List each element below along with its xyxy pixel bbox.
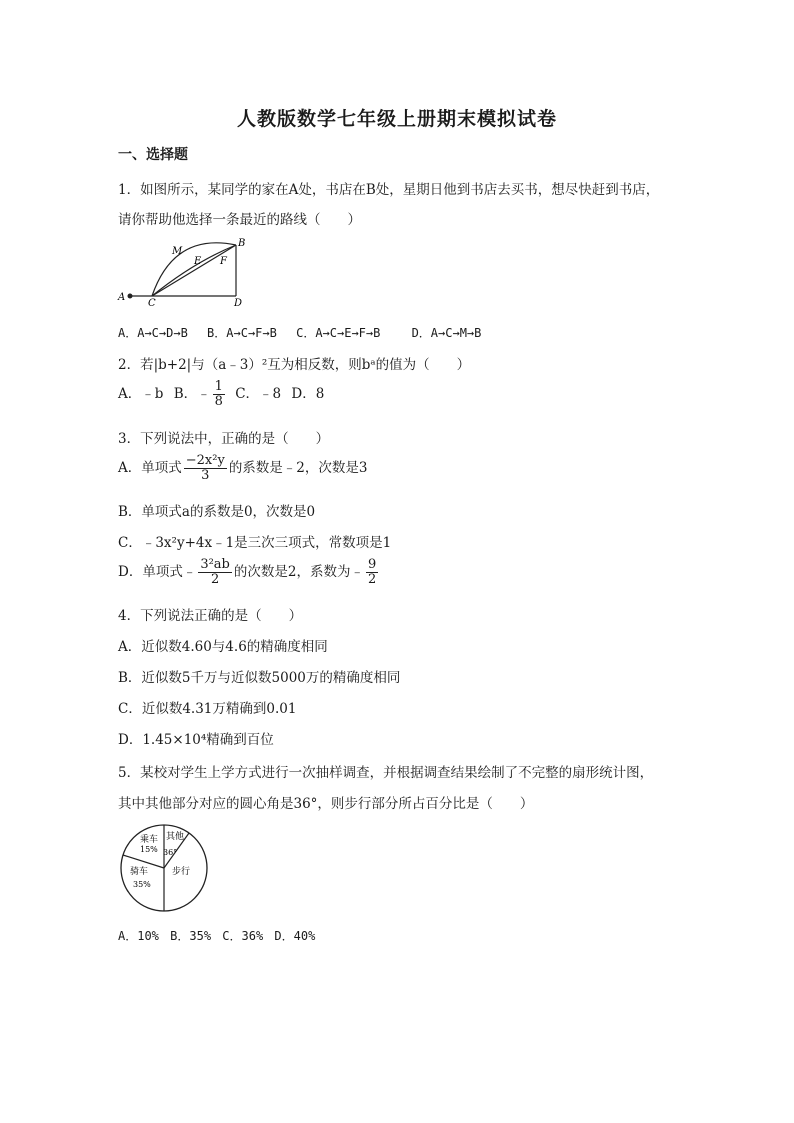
q4-stem: 4．下列说法正确的是（ ） xyxy=(118,608,303,624)
q1-option-b[interactable]: B．A→C→F→B xyxy=(207,326,277,340)
label-b: B xyxy=(238,238,246,249)
q2-option-c[interactable]: C．﹣8 xyxy=(235,386,282,402)
pie-value-other: 36° xyxy=(163,848,178,857)
label-f: F xyxy=(220,256,227,267)
q3-option-c[interactable]: C．﹣3x²y+4x﹣1是三次三项式，常数项是1 xyxy=(118,535,392,551)
q2-option-b[interactable]: B．﹣ $\frac{1}{8}$ xyxy=(173,379,223,409)
q1-option-c[interactable]: C．A→C→E→F→B xyxy=(296,326,381,340)
section-heading: 一、选择题 xyxy=(118,147,188,163)
q1-options xyxy=(118,324,481,341)
q1-stem-line2: 请你帮助他选择一条最近的路线（ ） xyxy=(118,212,361,228)
q3-option-b[interactable]: B．单项式a的系数是0，次数是0 xyxy=(118,504,316,520)
q3-stem: 3．下列说法中，正确的是（ ） xyxy=(118,431,330,447)
q1-option-a[interactable]: A．A→C→D→B xyxy=(118,326,188,340)
q5-stem-line1: 5．某校对学生上学方式进行一次抽样调查，并根据调查结果绘制了不完整的扇形统计图， xyxy=(118,765,654,781)
q2-options xyxy=(118,380,324,409)
q4-option-a[interactable]: A．近似数4.60与4.6的精确度相同 xyxy=(118,639,328,655)
pie-label-walk: 步行 xyxy=(172,867,191,877)
q4-option-d[interactable]: D．1.45×10⁴精确到百位 xyxy=(118,732,274,748)
q3-option-a[interactable]: A．单项式 $\frac{\text{−2x²y}}{3}$ 的系数是﹣2，次数是3 xyxy=(118,453,368,483)
label-a: A xyxy=(118,292,126,303)
label-c: C xyxy=(148,298,156,308)
label-m: M xyxy=(172,246,183,257)
pie-value-bike: 35% xyxy=(133,880,151,889)
q5-stem-line2: 其中其他部分对应的圆心角是36°，则步行部分所占百分比是（ ） xyxy=(118,796,534,812)
pie-label-bus: 乘车 xyxy=(140,835,159,845)
label-d: D xyxy=(234,298,243,308)
q5-option-c[interactable]: C．36% xyxy=(222,929,264,943)
q2-option-a[interactable]: A．﹣b xyxy=(118,386,164,402)
q4-option-c[interactable]: C．近似数4.31万精确到0.01 xyxy=(118,701,297,717)
q3-option-d[interactable]: D．单项式﹣ $\frac{\text{3²ab}}{2}$ 的次数是2，系数为﹣ $\frac{9}{2}$ xyxy=(118,557,377,587)
pie-label-other: 其他 xyxy=(166,832,185,842)
q5-options xyxy=(118,927,315,944)
q2-option-d[interactable]: D．8 xyxy=(291,386,325,402)
point-a xyxy=(128,294,133,299)
q4-option-b[interactable]: B．近似数5千万与近似数5000万的精确度相同 xyxy=(118,670,401,686)
q5-pie-chart xyxy=(118,822,210,914)
q5-option-b[interactable]: B．35% xyxy=(170,929,212,943)
q5-option-a[interactable]: A．10% xyxy=(118,929,159,943)
q1-route-figure xyxy=(114,236,264,308)
label-e: E xyxy=(194,256,202,267)
q2-stem: 2．若|b+2|与（a﹣3）²互为相反数，则bᵃ的值为（ ） xyxy=(118,357,471,373)
pie-value-bus: 15% xyxy=(140,845,158,854)
pie-label-bike: 骑车 xyxy=(130,867,149,877)
q1-stem-line1: 1．如图所示，某同学的家在A处，书店在B处，星期日他到书店去买书，想尽快赶到书店， xyxy=(118,182,660,198)
q5-option-d[interactable]: D．40% xyxy=(274,929,316,943)
page-title: 人教版数学七年级上册期末模拟试卷 xyxy=(236,108,557,130)
q1-option-d[interactable]: D．A→C→M→B xyxy=(411,326,482,340)
